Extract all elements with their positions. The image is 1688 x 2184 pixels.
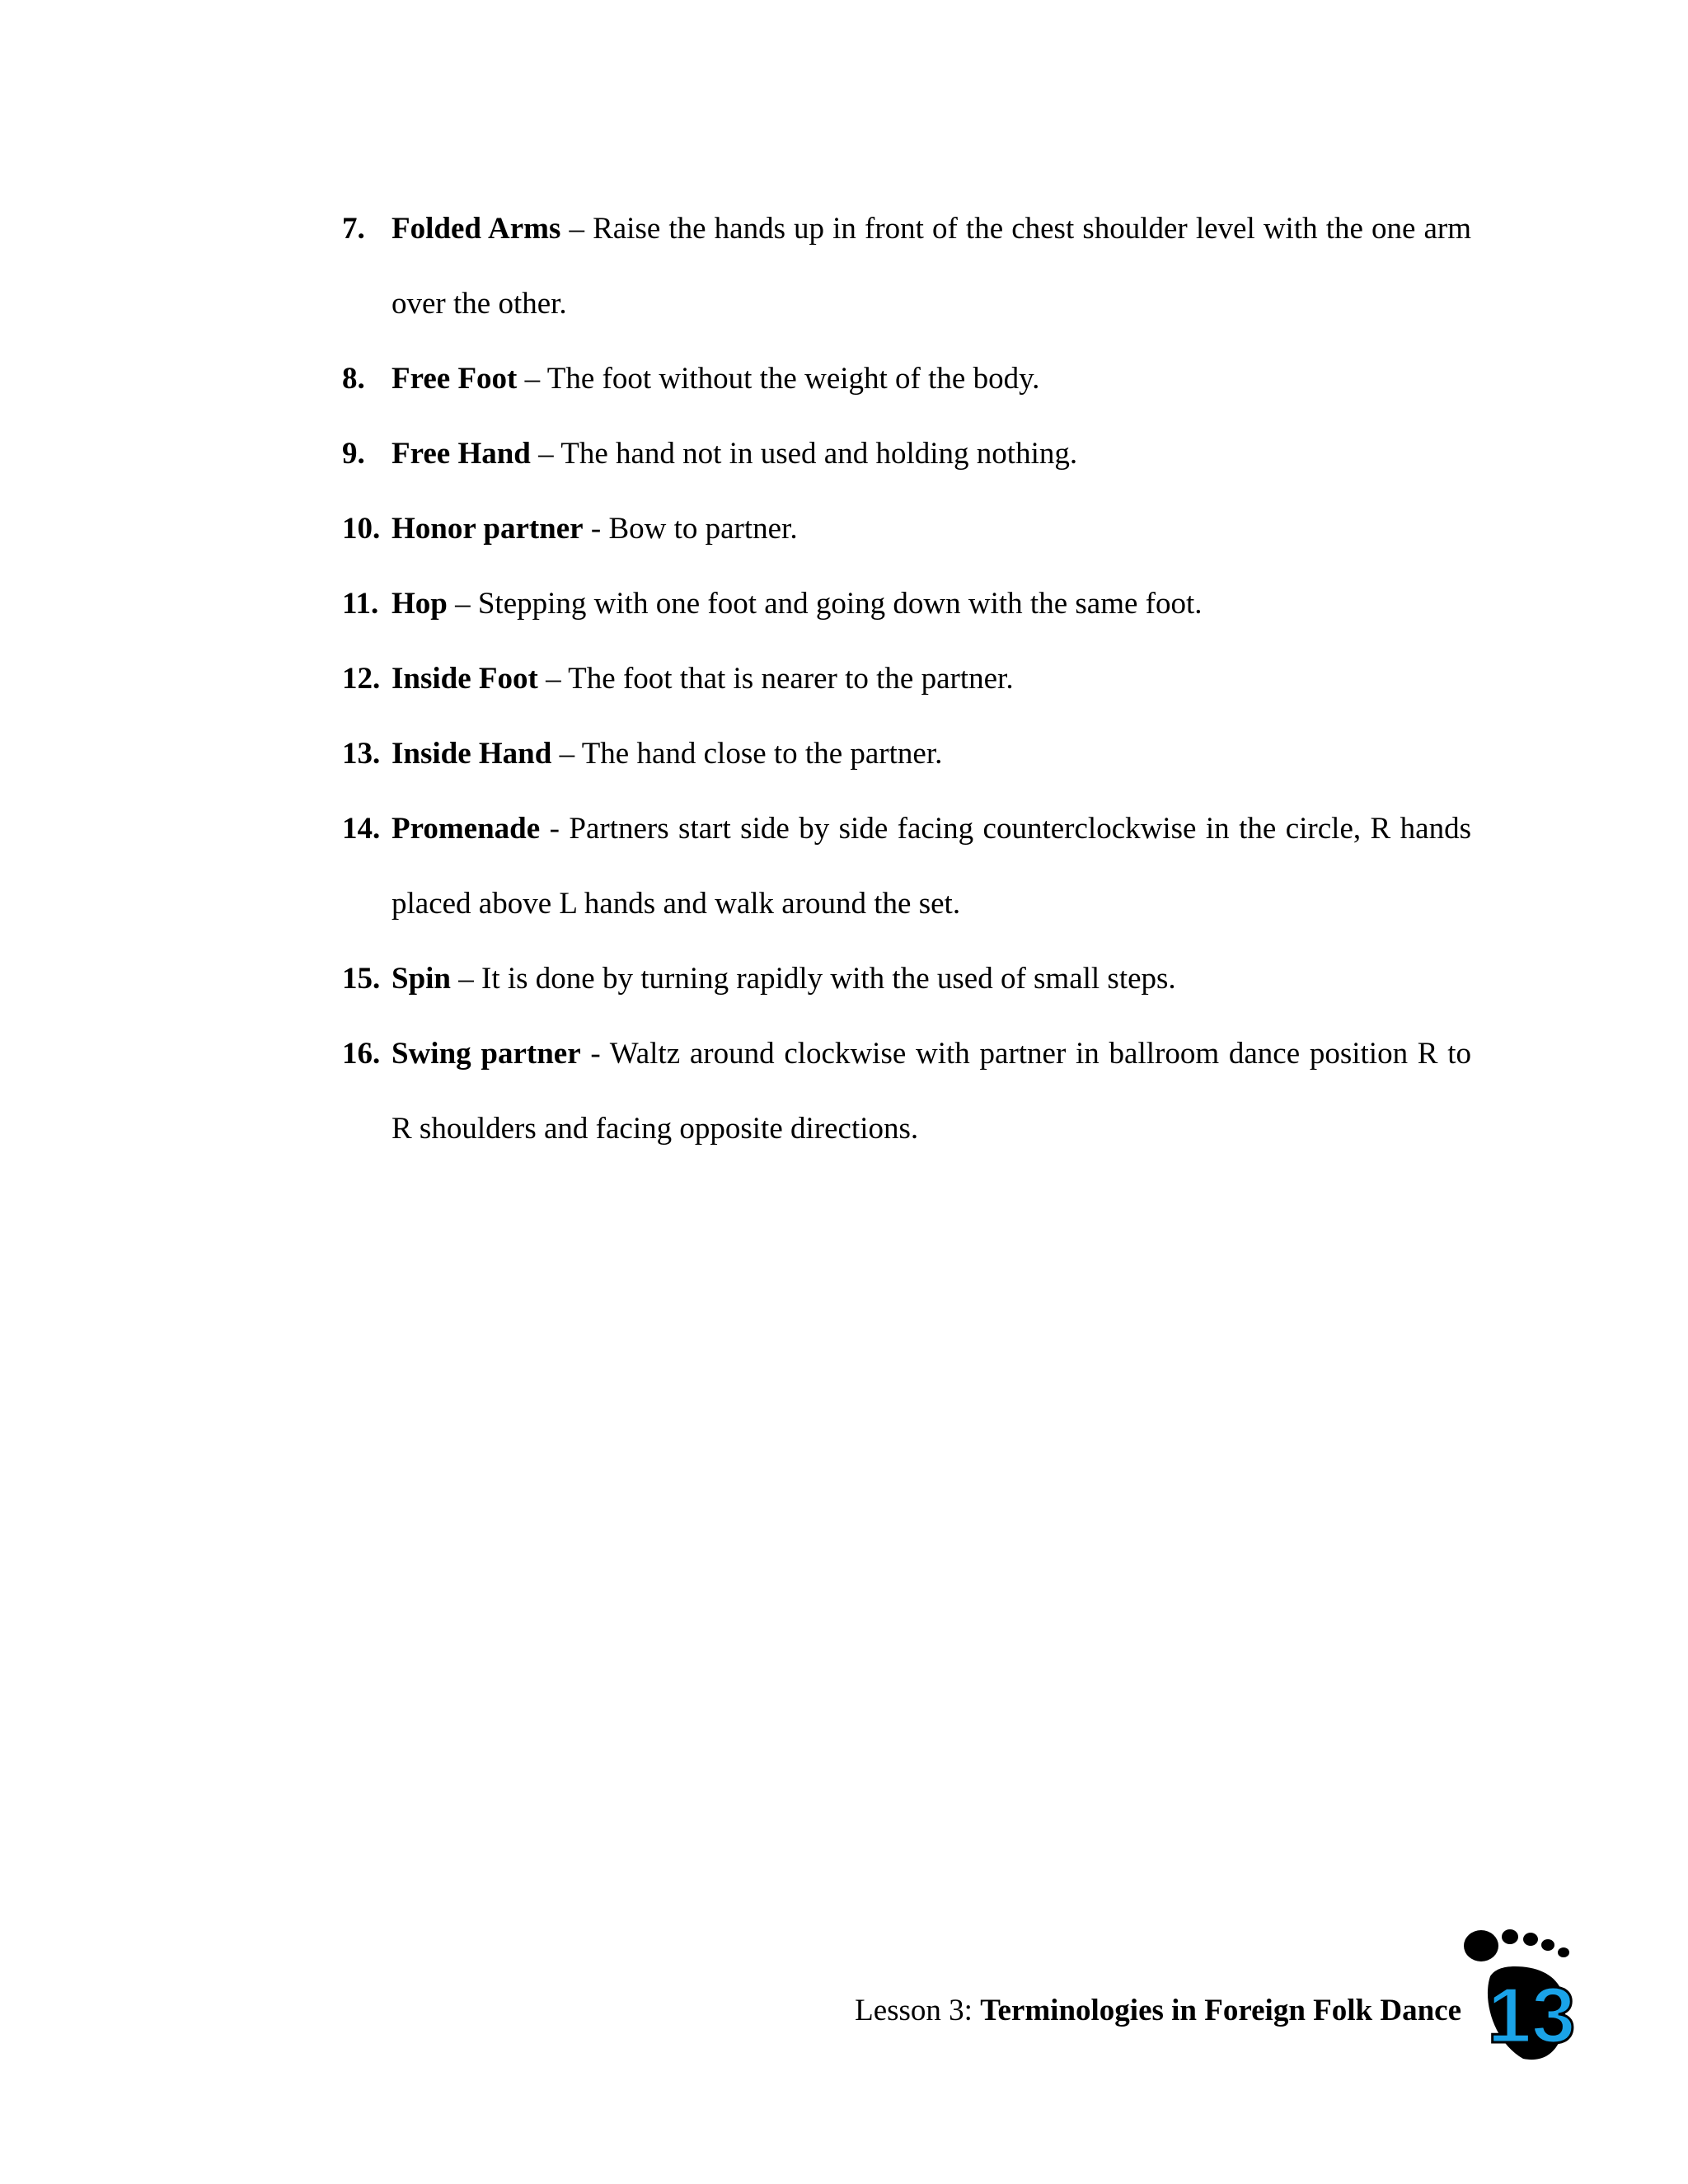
page-footer bbox=[855, 1993, 1461, 2028]
term-item bbox=[342, 566, 1471, 641]
footprint-toe bbox=[1541, 1939, 1554, 1951]
term-item bbox=[342, 341, 1471, 416]
term-item bbox=[342, 191, 1471, 341]
term-item bbox=[342, 491, 1471, 566]
term-item bbox=[342, 791, 1471, 941]
lesson-label: Lesson 3: bbox=[855, 1994, 981, 2027]
term-definition: The hand close to the partner. bbox=[581, 737, 943, 771]
term-name: Folded Arms bbox=[392, 212, 561, 246]
term-number: 12. bbox=[342, 662, 381, 696]
term-separator: – bbox=[517, 362, 547, 396]
term-definition: The hand not in used and holding nothing. bbox=[560, 437, 1078, 471]
footprint-big-toe bbox=[1464, 1930, 1498, 1961]
term-number: 11. bbox=[342, 587, 379, 621]
term-separator: – bbox=[560, 212, 593, 246]
term-separator: – bbox=[537, 662, 569, 696]
term-definition: It is done by turning rapidly with the used of small steps. bbox=[481, 962, 1176, 996]
term-separator: - bbox=[583, 512, 609, 546]
term-item bbox=[342, 1016, 1471, 1166]
term-name: Honor partner bbox=[392, 512, 584, 546]
term-name: Inside Hand bbox=[392, 737, 552, 771]
term-separator: - bbox=[540, 812, 570, 846]
page-number: 13 bbox=[1487, 1971, 1576, 2060]
term-item bbox=[342, 941, 1471, 1016]
term-number: 13. bbox=[342, 737, 381, 771]
term-separator: – bbox=[447, 587, 478, 621]
footprint-toe bbox=[1502, 1929, 1518, 1944]
term-name: Promenade bbox=[392, 812, 541, 846]
term-number: 8. bbox=[342, 362, 365, 396]
term-definition: Partners start side by side facing counterclockwise in the circle, R hands placed above L hands and walk around the set. bbox=[392, 812, 1471, 921]
footprint-toe bbox=[1523, 1933, 1538, 1946]
term-definition: Raise the hands up in front of the chest shoulder level with the one arm over the other. bbox=[392, 212, 1472, 321]
lesson-title: Terminologies in Foreign Folk Dance bbox=[980, 1994, 1461, 2027]
term-name: Swing partner bbox=[392, 1037, 581, 1071]
term-number: 16. bbox=[342, 1037, 381, 1071]
term-name: Inside Foot bbox=[392, 662, 538, 696]
term-definition: Bow to partner. bbox=[608, 512, 798, 546]
term-name: Spin bbox=[392, 962, 452, 996]
term-name: Hop bbox=[392, 587, 448, 621]
term-definition: The foot without the weight of the body. bbox=[546, 362, 1040, 396]
term-separator: – bbox=[451, 962, 482, 996]
term-definition: Stepping with one foot and going down with the same foot. bbox=[477, 587, 1203, 621]
term-separator: – bbox=[530, 437, 561, 471]
term-separator: – bbox=[551, 737, 582, 771]
term-name: Free Foot bbox=[392, 362, 518, 396]
footprint-toe bbox=[1558, 1947, 1569, 1957]
term-item bbox=[342, 416, 1471, 491]
terms-list bbox=[342, 191, 1471, 1166]
term-number: 10. bbox=[342, 512, 381, 546]
term-separator: - bbox=[580, 1037, 610, 1071]
term-number: 9. bbox=[342, 437, 365, 471]
term-item bbox=[342, 716, 1471, 791]
term-definition: The foot that is nearer to the partner. bbox=[568, 662, 1014, 696]
term-number: 14. bbox=[342, 812, 381, 846]
footprint-page-number-icon bbox=[1457, 1919, 1581, 2067]
term-definition: Waltz around clockwise with partner in ballroom dance position R to R shoulders and facing opposite directions. bbox=[392, 1037, 1472, 1146]
term-number: 7. bbox=[342, 212, 365, 246]
term-item bbox=[342, 641, 1471, 716]
term-number: 15. bbox=[342, 962, 381, 996]
term-name: Free Hand bbox=[392, 437, 531, 471]
